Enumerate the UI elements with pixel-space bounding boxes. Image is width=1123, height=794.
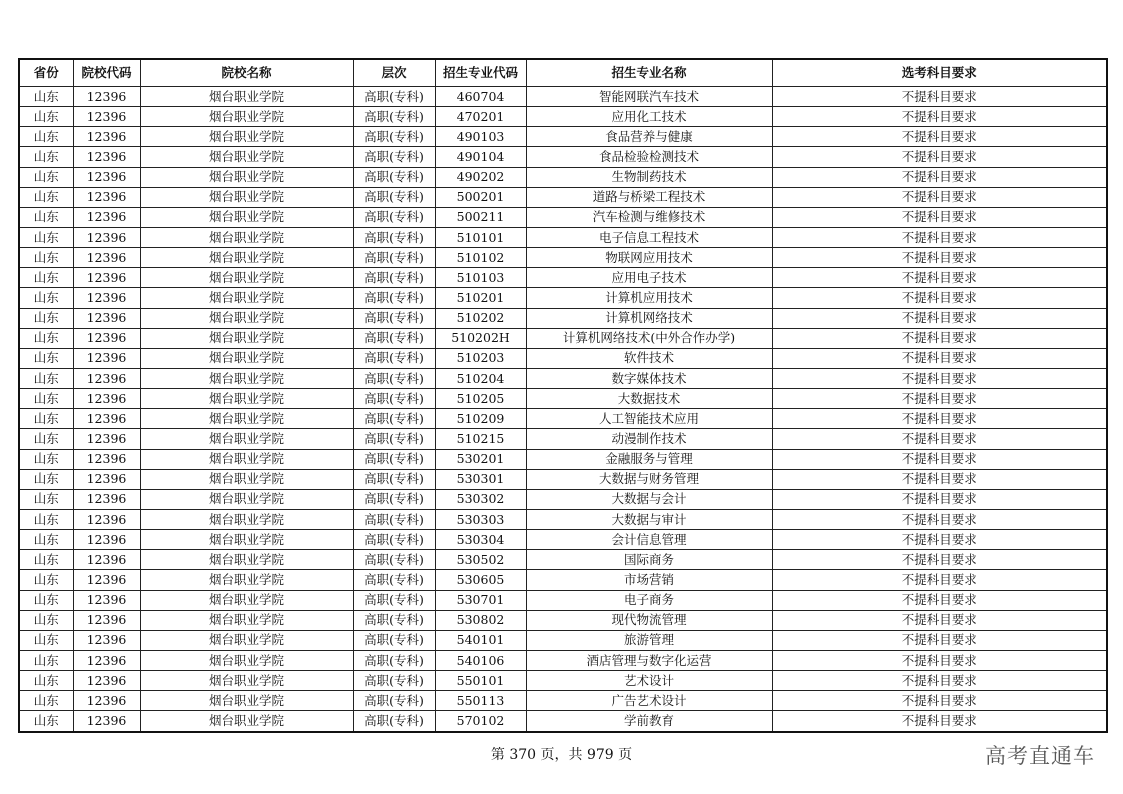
cell-level: 高职(专科) [353,509,435,529]
cell-subject-requirement: 不提科目要求 [772,389,1107,409]
cell-school-code: 12396 [73,328,140,348]
cell-major-code: 510205 [435,389,526,409]
cell-level: 高职(专科) [353,409,435,429]
cell-school-name: 烟台职业学院 [140,328,353,348]
cell-major-code: 510103 [435,268,526,288]
cell-province: 山东 [19,268,73,288]
cell-level: 高职(专科) [353,328,435,348]
cell-school-name: 烟台职业学院 [140,127,353,147]
cell-major-code: 570102 [435,711,526,732]
cell-province: 山东 [19,650,73,670]
cell-school-name: 烟台职业学院 [140,348,353,368]
table-row [19,630,1107,650]
cell-subject-requirement: 不提科目要求 [772,107,1107,127]
cell-major-code: 500201 [435,187,526,207]
table-row [19,671,1107,691]
header-major-name: 招生专业名称 [526,59,772,87]
cell-level: 高职(专科) [353,711,435,732]
table-row [19,449,1107,469]
cell-major-code: 490202 [435,167,526,187]
cell-level: 高职(专科) [353,590,435,610]
cell-major-name: 道路与桥梁工程技术 [526,187,772,207]
cell-major-code: 530701 [435,590,526,610]
cell-school-name: 烟台职业学院 [140,530,353,550]
cell-major-code: 550113 [435,691,526,711]
cell-school-code: 12396 [73,469,140,489]
cell-level: 高职(专科) [353,671,435,691]
cell-subject-requirement: 不提科目要求 [772,288,1107,308]
cell-major-code: 530605 [435,570,526,590]
cell-subject-requirement: 不提科目要求 [772,671,1107,691]
table-row [19,570,1107,590]
cell-major-code: 510102 [435,248,526,268]
cell-school-code: 12396 [73,671,140,691]
cell-major-name: 食品检验检测技术 [526,147,772,167]
cell-school-code: 12396 [73,409,140,429]
cell-province: 山东 [19,167,73,187]
cell-major-code: 530303 [435,509,526,529]
cell-school-name: 烟台职业学院 [140,147,353,167]
cell-subject-requirement: 不提科目要求 [772,449,1107,469]
cell-level: 高职(专科) [353,348,435,368]
cell-province: 山东 [19,248,73,268]
table-row [19,167,1107,187]
cell-school-code: 12396 [73,711,140,732]
header-school-name: 院校名称 [140,59,353,87]
cell-province: 山东 [19,711,73,732]
cell-province: 山东 [19,509,73,529]
cell-school-code: 12396 [73,550,140,570]
cell-major-code: 500211 [435,207,526,227]
cell-major-name: 应用化工技术 [526,107,772,127]
cell-subject-requirement: 不提科目要求 [772,187,1107,207]
cell-province: 山东 [19,550,73,570]
cell-major-name: 智能网联汽车技术 [526,87,772,107]
cell-province: 山东 [19,449,73,469]
table-row [19,469,1107,489]
cell-major-name: 广告艺术设计 [526,691,772,711]
cell-major-name: 大数据与会计 [526,489,772,509]
cell-school-name: 烟台职业学院 [140,489,353,509]
cell-level: 高职(专科) [353,288,435,308]
table-row [19,127,1107,147]
cell-major-name: 生物制药技术 [526,167,772,187]
cell-province: 山东 [19,288,73,308]
table-header [19,59,1107,87]
cell-province: 山东 [19,590,73,610]
cell-province: 山东 [19,107,73,127]
header-major-code: 招生专业代码 [435,59,526,87]
cell-subject-requirement: 不提科目要求 [772,409,1107,429]
cell-province: 山东 [19,368,73,388]
cell-province: 山东 [19,429,73,449]
cell-level: 高职(专科) [353,147,435,167]
cell-level: 高职(专科) [353,268,435,288]
cell-major-name: 软件技术 [526,348,772,368]
cell-major-code: 530802 [435,610,526,630]
table-row [19,107,1107,127]
cell-school-code: 12396 [73,650,140,670]
cell-major-name: 国际商务 [526,550,772,570]
cell-province: 山东 [19,147,73,167]
cell-subject-requirement: 不提科目要求 [772,147,1107,167]
cell-level: 高职(专科) [353,207,435,227]
cell-school-code: 12396 [73,248,140,268]
cell-subject-requirement: 不提科目要求 [772,530,1107,550]
cell-subject-requirement: 不提科目要求 [772,550,1107,570]
cell-major-code: 510204 [435,368,526,388]
cell-major-name: 会计信息管理 [526,530,772,550]
cell-school-name: 烟台职业学院 [140,389,353,409]
cell-school-name: 烟台职业学院 [140,248,353,268]
cell-province: 山东 [19,489,73,509]
cell-province: 山东 [19,187,73,207]
cell-school-name: 烟台职业学院 [140,429,353,449]
cell-subject-requirement: 不提科目要求 [772,650,1107,670]
cell-subject-requirement: 不提科目要求 [772,691,1107,711]
table-row [19,530,1107,550]
cell-school-code: 12396 [73,227,140,247]
cell-province: 山东 [19,530,73,550]
cell-level: 高职(专科) [353,248,435,268]
cell-school-name: 烟台职业学院 [140,469,353,489]
cell-province: 山东 [19,409,73,429]
table-row [19,509,1107,529]
cell-level: 高职(专科) [353,449,435,469]
cell-major-code: 530302 [435,489,526,509]
cell-major-code: 530201 [435,449,526,469]
cell-level: 高职(专科) [353,227,435,247]
header-school-code: 院校代码 [73,59,140,87]
cell-major-name: 人工智能技术应用 [526,409,772,429]
table-row [19,610,1107,630]
cell-subject-requirement: 不提科目要求 [772,711,1107,732]
cell-major-name: 动漫制作技术 [526,429,772,449]
cell-level: 高职(专科) [353,107,435,127]
table-row [19,268,1107,288]
cell-school-name: 烟台职业学院 [140,691,353,711]
cell-major-code: 510202H [435,328,526,348]
cell-major-code: 510201 [435,288,526,308]
table-row [19,308,1107,328]
table-row [19,711,1107,732]
cell-school-name: 烟台职业学院 [140,671,353,691]
header-subject-requirement: 选考科目要求 [772,59,1107,87]
cell-subject-requirement: 不提科目要求 [772,368,1107,388]
cell-province: 山东 [19,207,73,227]
cell-level: 高职(专科) [353,530,435,550]
cell-level: 高职(专科) [353,550,435,570]
table-row [19,87,1107,107]
cell-major-name: 旅游管理 [526,630,772,650]
cell-school-code: 12396 [73,268,140,288]
cell-major-name: 食品营养与健康 [526,127,772,147]
table-row [19,429,1107,449]
cell-major-code: 510209 [435,409,526,429]
cell-school-name: 烟台职业学院 [140,550,353,570]
watermark-text: 高考直通车 [985,744,1095,768]
cell-major-code: 540101 [435,630,526,650]
table-row [19,328,1107,348]
table-row [19,389,1107,409]
cell-major-code: 470201 [435,107,526,127]
cell-province: 山东 [19,469,73,489]
cell-major-code: 540106 [435,650,526,670]
cell-subject-requirement: 不提科目要求 [772,268,1107,288]
cell-school-name: 烟台职业学院 [140,449,353,469]
table-row [19,409,1107,429]
cell-school-code: 12396 [73,107,140,127]
cell-subject-requirement: 不提科目要求 [772,429,1107,449]
cell-subject-requirement: 不提科目要求 [772,328,1107,348]
cell-school-name: 烟台职业学院 [140,409,353,429]
cell-subject-requirement: 不提科目要求 [772,630,1107,650]
cell-level: 高职(专科) [353,429,435,449]
cell-school-code: 12396 [73,509,140,529]
cell-major-name: 艺术设计 [526,671,772,691]
table-body [19,87,1107,732]
cell-level: 高职(专科) [353,691,435,711]
cell-school-code: 12396 [73,288,140,308]
header-level: 层次 [353,59,435,87]
cell-school-name: 烟台职业学院 [140,570,353,590]
cell-major-name: 数字媒体技术 [526,368,772,388]
table-row [19,288,1107,308]
cell-subject-requirement: 不提科目要求 [772,127,1107,147]
cell-major-name: 大数据与审计 [526,509,772,529]
cell-level: 高职(专科) [353,167,435,187]
page-number: 第 370 页，共 979 页 [490,747,633,763]
cell-subject-requirement: 不提科目要求 [772,207,1107,227]
cell-school-code: 12396 [73,348,140,368]
cell-major-code: 510101 [435,227,526,247]
cell-province: 山东 [19,630,73,650]
cell-major-name: 现代物流管理 [526,610,772,630]
cell-subject-requirement: 不提科目要求 [772,610,1107,630]
cell-subject-requirement: 不提科目要求 [772,509,1107,529]
cell-subject-requirement: 不提科目要求 [772,167,1107,187]
cell-province: 山东 [19,127,73,147]
cell-major-code: 530301 [435,469,526,489]
header-row [19,59,1107,87]
cell-school-name: 烟台职业学院 [140,288,353,308]
cell-school-name: 烟台职业学院 [140,87,353,107]
cell-school-code: 12396 [73,489,140,509]
cell-major-code: 550101 [435,671,526,691]
cell-school-name: 烟台职业学院 [140,711,353,732]
cell-school-name: 烟台职业学院 [140,590,353,610]
cell-school-code: 12396 [73,449,140,469]
cell-level: 高职(专科) [353,570,435,590]
cell-level: 高职(专科) [353,650,435,670]
cell-subject-requirement: 不提科目要求 [772,469,1107,489]
cell-school-name: 烟台职业学院 [140,509,353,529]
cell-province: 山东 [19,328,73,348]
cell-major-code: 510215 [435,429,526,449]
table-row [19,489,1107,509]
cell-major-code: 510202 [435,308,526,328]
cell-province: 山东 [19,389,73,409]
cell-school-name: 烟台职业学院 [140,610,353,630]
cell-school-code: 12396 [73,691,140,711]
cell-major-name: 汽车检测与维修技术 [526,207,772,227]
cell-school-code: 12396 [73,147,140,167]
cell-subject-requirement: 不提科目要求 [772,248,1107,268]
cell-subject-requirement: 不提科目要求 [772,348,1107,368]
cell-major-name: 电子信息工程技术 [526,227,772,247]
cell-school-code: 12396 [73,87,140,107]
cell-major-name: 大数据技术 [526,389,772,409]
cell-school-name: 烟台职业学院 [140,308,353,328]
cell-school-name: 烟台职业学院 [140,187,353,207]
table-row [19,248,1107,268]
cell-school-name: 烟台职业学院 [140,207,353,227]
cell-major-code: 530304 [435,530,526,550]
cell-level: 高职(专科) [353,187,435,207]
cell-school-code: 12396 [73,167,140,187]
table-row [19,227,1107,247]
cell-subject-requirement: 不提科目要求 [772,489,1107,509]
cell-major-name: 计算机网络技术(中外合作办学) [526,328,772,348]
cell-subject-requirement: 不提科目要求 [772,570,1107,590]
cell-level: 高职(专科) [353,87,435,107]
cell-school-name: 烟台职业学院 [140,268,353,288]
cell-province: 山东 [19,691,73,711]
admissions-table [18,58,1108,733]
table-row [19,650,1107,670]
cell-school-code: 12396 [73,207,140,227]
cell-major-code: 490104 [435,147,526,167]
cell-province: 山东 [19,610,73,630]
table-row [19,147,1107,167]
cell-major-name: 电子商务 [526,590,772,610]
cell-major-code: 510203 [435,348,526,368]
cell-level: 高职(专科) [353,127,435,147]
cell-major-code: 530502 [435,550,526,570]
cell-school-code: 12396 [73,570,140,590]
table-row [19,207,1107,227]
cell-level: 高职(专科) [353,630,435,650]
cell-province: 山东 [19,570,73,590]
table-row [19,691,1107,711]
cell-school-code: 12396 [73,610,140,630]
cell-subject-requirement: 不提科目要求 [772,87,1107,107]
cell-school-code: 12396 [73,368,140,388]
cell-school-name: 烟台职业学院 [140,167,353,187]
cell-school-name: 烟台职业学院 [140,650,353,670]
cell-school-name: 烟台职业学院 [140,107,353,127]
cell-major-name: 学前教育 [526,711,772,732]
cell-level: 高职(专科) [353,389,435,409]
cell-school-code: 12396 [73,127,140,147]
cell-school-name: 烟台职业学院 [140,630,353,650]
table-row [19,590,1107,610]
cell-school-code: 12396 [73,630,140,650]
cell-province: 山东 [19,348,73,368]
cell-school-code: 12396 [73,530,140,550]
cell-major-name: 市场营销 [526,570,772,590]
cell-province: 山东 [19,308,73,328]
cell-major-name: 金融服务与管理 [526,449,772,469]
table-row [19,550,1107,570]
cell-school-name: 烟台职业学院 [140,368,353,388]
cell-major-code: 490103 [435,127,526,147]
cell-major-name: 计算机应用技术 [526,288,772,308]
cell-level: 高职(专科) [353,368,435,388]
table-row [19,187,1107,207]
cell-province: 山东 [19,87,73,107]
cell-level: 高职(专科) [353,610,435,630]
cell-major-code: 460704 [435,87,526,107]
cell-school-code: 12396 [73,590,140,610]
cell-school-code: 12396 [73,389,140,409]
table-row [19,368,1107,388]
cell-major-name: 大数据与财务管理 [526,469,772,489]
cell-major-name: 酒店管理与数字化运营 [526,650,772,670]
cell-level: 高职(专科) [353,469,435,489]
cell-major-name: 计算机网络技术 [526,308,772,328]
cell-level: 高职(专科) [353,489,435,509]
header-province: 省份 [19,59,73,87]
table-row [19,348,1107,368]
cell-province: 山东 [19,671,73,691]
cell-school-code: 12396 [73,308,140,328]
cell-major-name: 应用电子技术 [526,268,772,288]
cell-school-code: 12396 [73,187,140,207]
cell-subject-requirement: 不提科目要求 [772,227,1107,247]
cell-subject-requirement: 不提科目要求 [772,308,1107,328]
cell-school-name: 烟台职业学院 [140,227,353,247]
cell-school-code: 12396 [73,429,140,449]
cell-province: 山东 [19,227,73,247]
cell-subject-requirement: 不提科目要求 [772,590,1107,610]
cell-major-name: 物联网应用技术 [526,248,772,268]
cell-level: 高职(专科) [353,308,435,328]
